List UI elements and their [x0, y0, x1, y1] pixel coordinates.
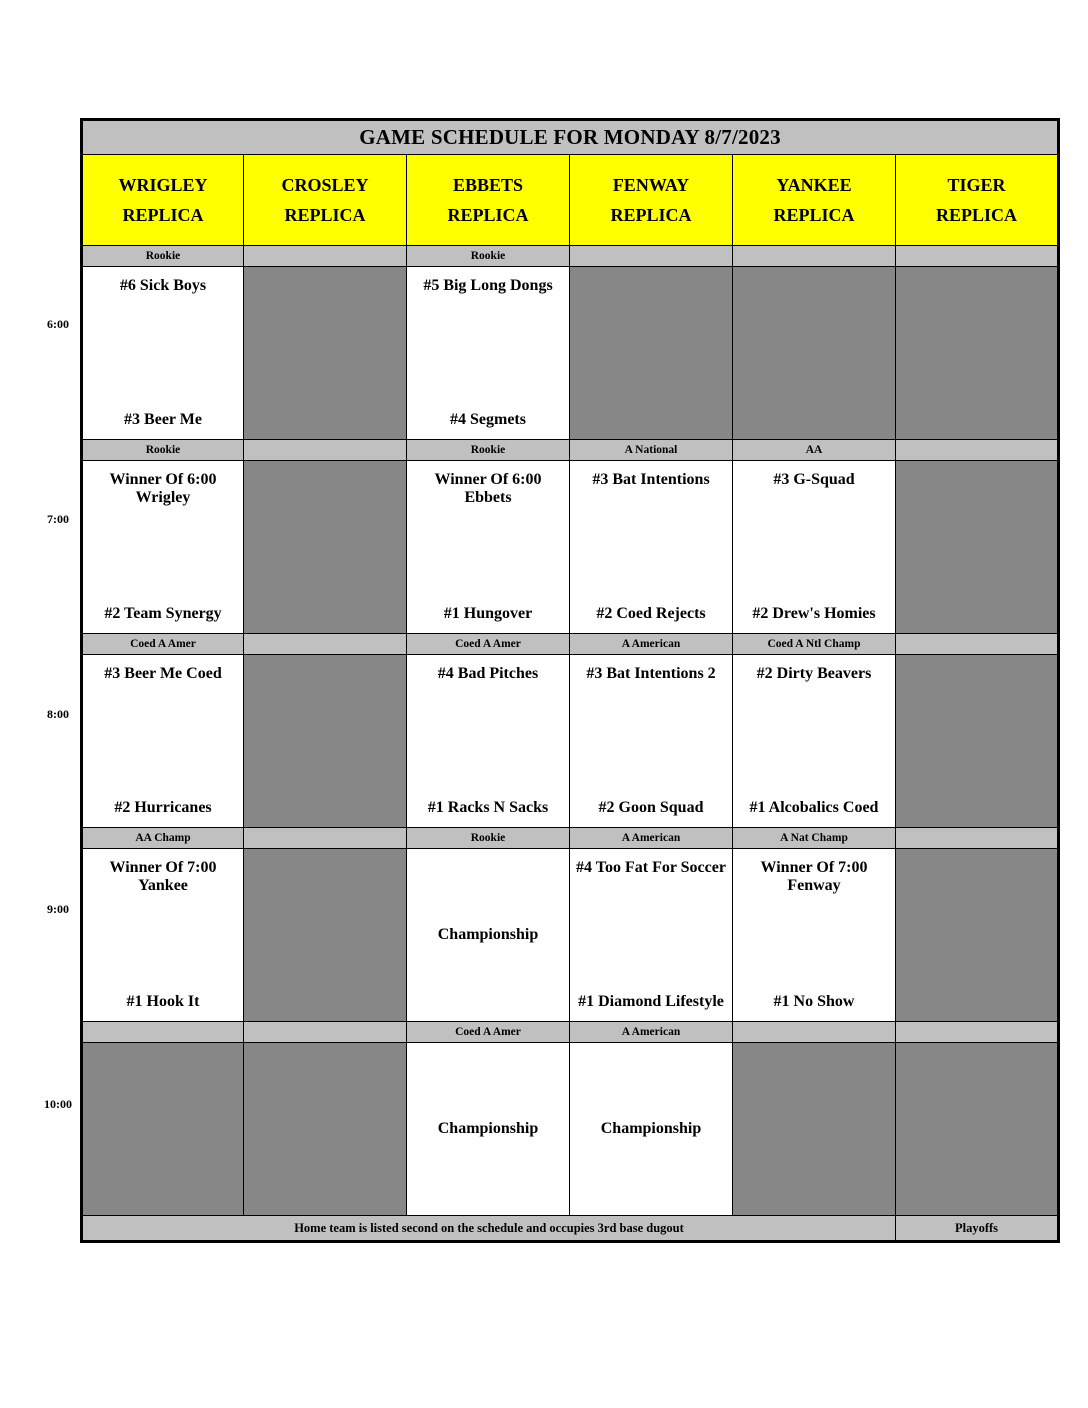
field-name-line2: REPLICA: [773, 205, 855, 225]
division-label: A National: [570, 440, 733, 461]
away-team: #4 Too Fat For Soccer: [576, 859, 726, 876]
game-row-1000: [82, 1043, 1059, 1216]
away-team: #6 Sick Boys: [119, 277, 207, 294]
division-label: Rookie: [82, 246, 244, 267]
game-cell: [570, 849, 733, 1022]
home-team: #3 Beer Me: [124, 410, 202, 428]
game-cell-blocked: [896, 655, 1059, 828]
division-row-600: [82, 246, 1059, 267]
division-label: Rookie: [82, 440, 244, 461]
field-name-line2: REPLICA: [284, 205, 366, 225]
field-name-line1: YANKEE: [776, 175, 852, 195]
time-label-600: 6:00: [47, 317, 69, 331]
game-cell: [733, 655, 896, 828]
game-cell-blocked: [244, 849, 407, 1022]
field-header-ebbets: [407, 155, 570, 246]
game-cell-championship: [407, 849, 570, 1022]
away-team: #3 Bat Intentions 2: [586, 665, 716, 682]
division-label: [244, 440, 407, 461]
page-title: GAME SCHEDULE FOR MONDAY 8/7/2023: [82, 120, 1059, 155]
division-label: AA Champ: [82, 828, 244, 849]
game-cell-blocked: [733, 267, 896, 440]
division-label: [82, 1022, 244, 1043]
home-team: #2 Drew's Homies: [752, 604, 876, 622]
division-label: [896, 246, 1059, 267]
game-row-800: [82, 655, 1059, 828]
division-label: Rookie: [407, 246, 570, 267]
game-cell: [82, 267, 244, 440]
field-name-line1: TIGER: [947, 175, 1006, 195]
championship-label: Championship: [437, 1119, 539, 1137]
field-header-row: [82, 155, 1059, 246]
game-cell: [82, 849, 244, 1022]
home-team: #2 Goon Squad: [598, 798, 704, 816]
game-cell: [407, 267, 570, 440]
away-team: #3 Beer Me Coed: [104, 665, 222, 682]
division-label: Coed A Amer: [407, 634, 570, 655]
field-name-line2: REPLICA: [122, 205, 204, 225]
time-label-700: 7:00: [47, 512, 69, 526]
away-team: #2 Dirty Beavers: [756, 665, 872, 682]
division-label: Coed A Amer: [82, 634, 244, 655]
game-cell-blocked: [244, 655, 407, 828]
time-label-1000: 10:00: [44, 1097, 72, 1111]
away-team: Winner Of 7:00 Yankee: [109, 859, 217, 895]
game-cell: [570, 655, 733, 828]
division-label: AA: [733, 440, 896, 461]
field-name-line1: CROSLEY: [281, 175, 369, 195]
game-cell-championship: [407, 1043, 570, 1216]
field-header-fenway: [570, 155, 733, 246]
division-label: [244, 246, 407, 267]
away-team: #3 Bat Intentions: [592, 471, 710, 488]
game-cell-blocked: [244, 461, 407, 634]
footer-row: [82, 1216, 1059, 1242]
footer-note: Home team is listed second on the schedule and occupies 3rd base dugout: [82, 1216, 896, 1242]
away-team: Winner Of 6:00 Ebbets: [434, 471, 542, 507]
division-label: [244, 634, 407, 655]
championship-label: Championship: [600, 1119, 702, 1137]
game-cell: [82, 461, 244, 634]
game-row-700: [82, 461, 1059, 634]
title-row: [82, 120, 1059, 155]
away-team: Winner Of 6:00 Wrigley: [109, 471, 217, 507]
division-label: Coed A Amer: [407, 1022, 570, 1043]
home-team: #1 Racks N Sacks: [427, 798, 549, 816]
field-header-yankee: [733, 155, 896, 246]
schedule-table: [80, 118, 1060, 1243]
division-label: A American: [570, 1022, 733, 1043]
division-label: [896, 634, 1059, 655]
division-label: [244, 828, 407, 849]
schedule-table-wrapper: [80, 118, 1057, 1243]
field-name-line1: EBBETS: [452, 175, 524, 195]
division-label: A American: [570, 828, 733, 849]
game-cell-blocked: [570, 267, 733, 440]
home-team: #1 Hungover: [443, 604, 533, 622]
away-team: #5 Big Long Dongs: [423, 277, 553, 294]
game-cell-blocked: [896, 849, 1059, 1022]
field-name-line1: FENWAY: [612, 175, 690, 195]
away-team: Winner Of 7:00 Fenway: [760, 859, 868, 895]
field-header-crosley: [244, 155, 407, 246]
division-row-900: [82, 828, 1059, 849]
championship-label: Championship: [437, 925, 539, 943]
footer-playoffs-label: Playoffs: [896, 1216, 1059, 1242]
division-label: Rookie: [407, 440, 570, 461]
home-team: #2 Team Synergy: [104, 604, 222, 622]
field-header-tiger: [896, 155, 1059, 246]
division-row-1000: [82, 1022, 1059, 1043]
game-cell-blocked: [733, 1043, 896, 1216]
away-team: #4 Bad Pitches: [437, 665, 539, 682]
game-row-600: [82, 267, 1059, 440]
home-team: #4 Segmets: [450, 410, 526, 428]
game-cell-championship: [570, 1043, 733, 1216]
division-label: Rookie: [407, 828, 570, 849]
division-label: [733, 1022, 896, 1043]
game-cell: [570, 461, 733, 634]
division-row-700: [82, 440, 1059, 461]
division-label: [896, 1022, 1059, 1043]
game-row-900: [82, 849, 1059, 1022]
field-name-line2: REPLICA: [447, 205, 529, 225]
division-label: Coed A Ntl Champ: [733, 634, 896, 655]
game-cell: [407, 461, 570, 634]
home-team: #1 Alcobalics Coed: [749, 798, 879, 816]
game-cell-blocked: [244, 267, 407, 440]
time-label-800: 8:00: [47, 707, 69, 721]
home-team: #1 Diamond Lifestyle: [578, 992, 724, 1010]
division-label: [733, 246, 896, 267]
game-cell-blocked: [82, 1043, 244, 1216]
home-team: #1 Hook It: [126, 992, 200, 1010]
time-label-900: 9:00: [47, 902, 69, 916]
game-cell-blocked: [896, 267, 1059, 440]
game-cell-blocked: [896, 1043, 1059, 1216]
away-team: #3 G-Squad: [773, 471, 855, 488]
game-cell: [407, 655, 570, 828]
division-label: A Nat Champ: [733, 828, 896, 849]
home-team: #2 Coed Rejects: [596, 604, 706, 622]
game-cell: [733, 461, 896, 634]
game-cell: [82, 655, 244, 828]
game-cell: [733, 849, 896, 1022]
division-row-800: [82, 634, 1059, 655]
division-label: A American: [570, 634, 733, 655]
division-label: [896, 440, 1059, 461]
game-cell-blocked: [244, 1043, 407, 1216]
field-header-wrigley: [82, 155, 244, 246]
game-cell-blocked: [896, 461, 1059, 634]
division-label: [570, 246, 733, 267]
field-name-line2: REPLICA: [610, 205, 692, 225]
field-name-line2: REPLICA: [936, 205, 1018, 225]
field-name-line1: WRIGLEY: [118, 175, 208, 195]
home-team: #1 No Show: [773, 992, 855, 1010]
division-label: [244, 1022, 407, 1043]
home-team: #2 Hurricanes: [114, 798, 212, 816]
division-label: [896, 828, 1059, 849]
